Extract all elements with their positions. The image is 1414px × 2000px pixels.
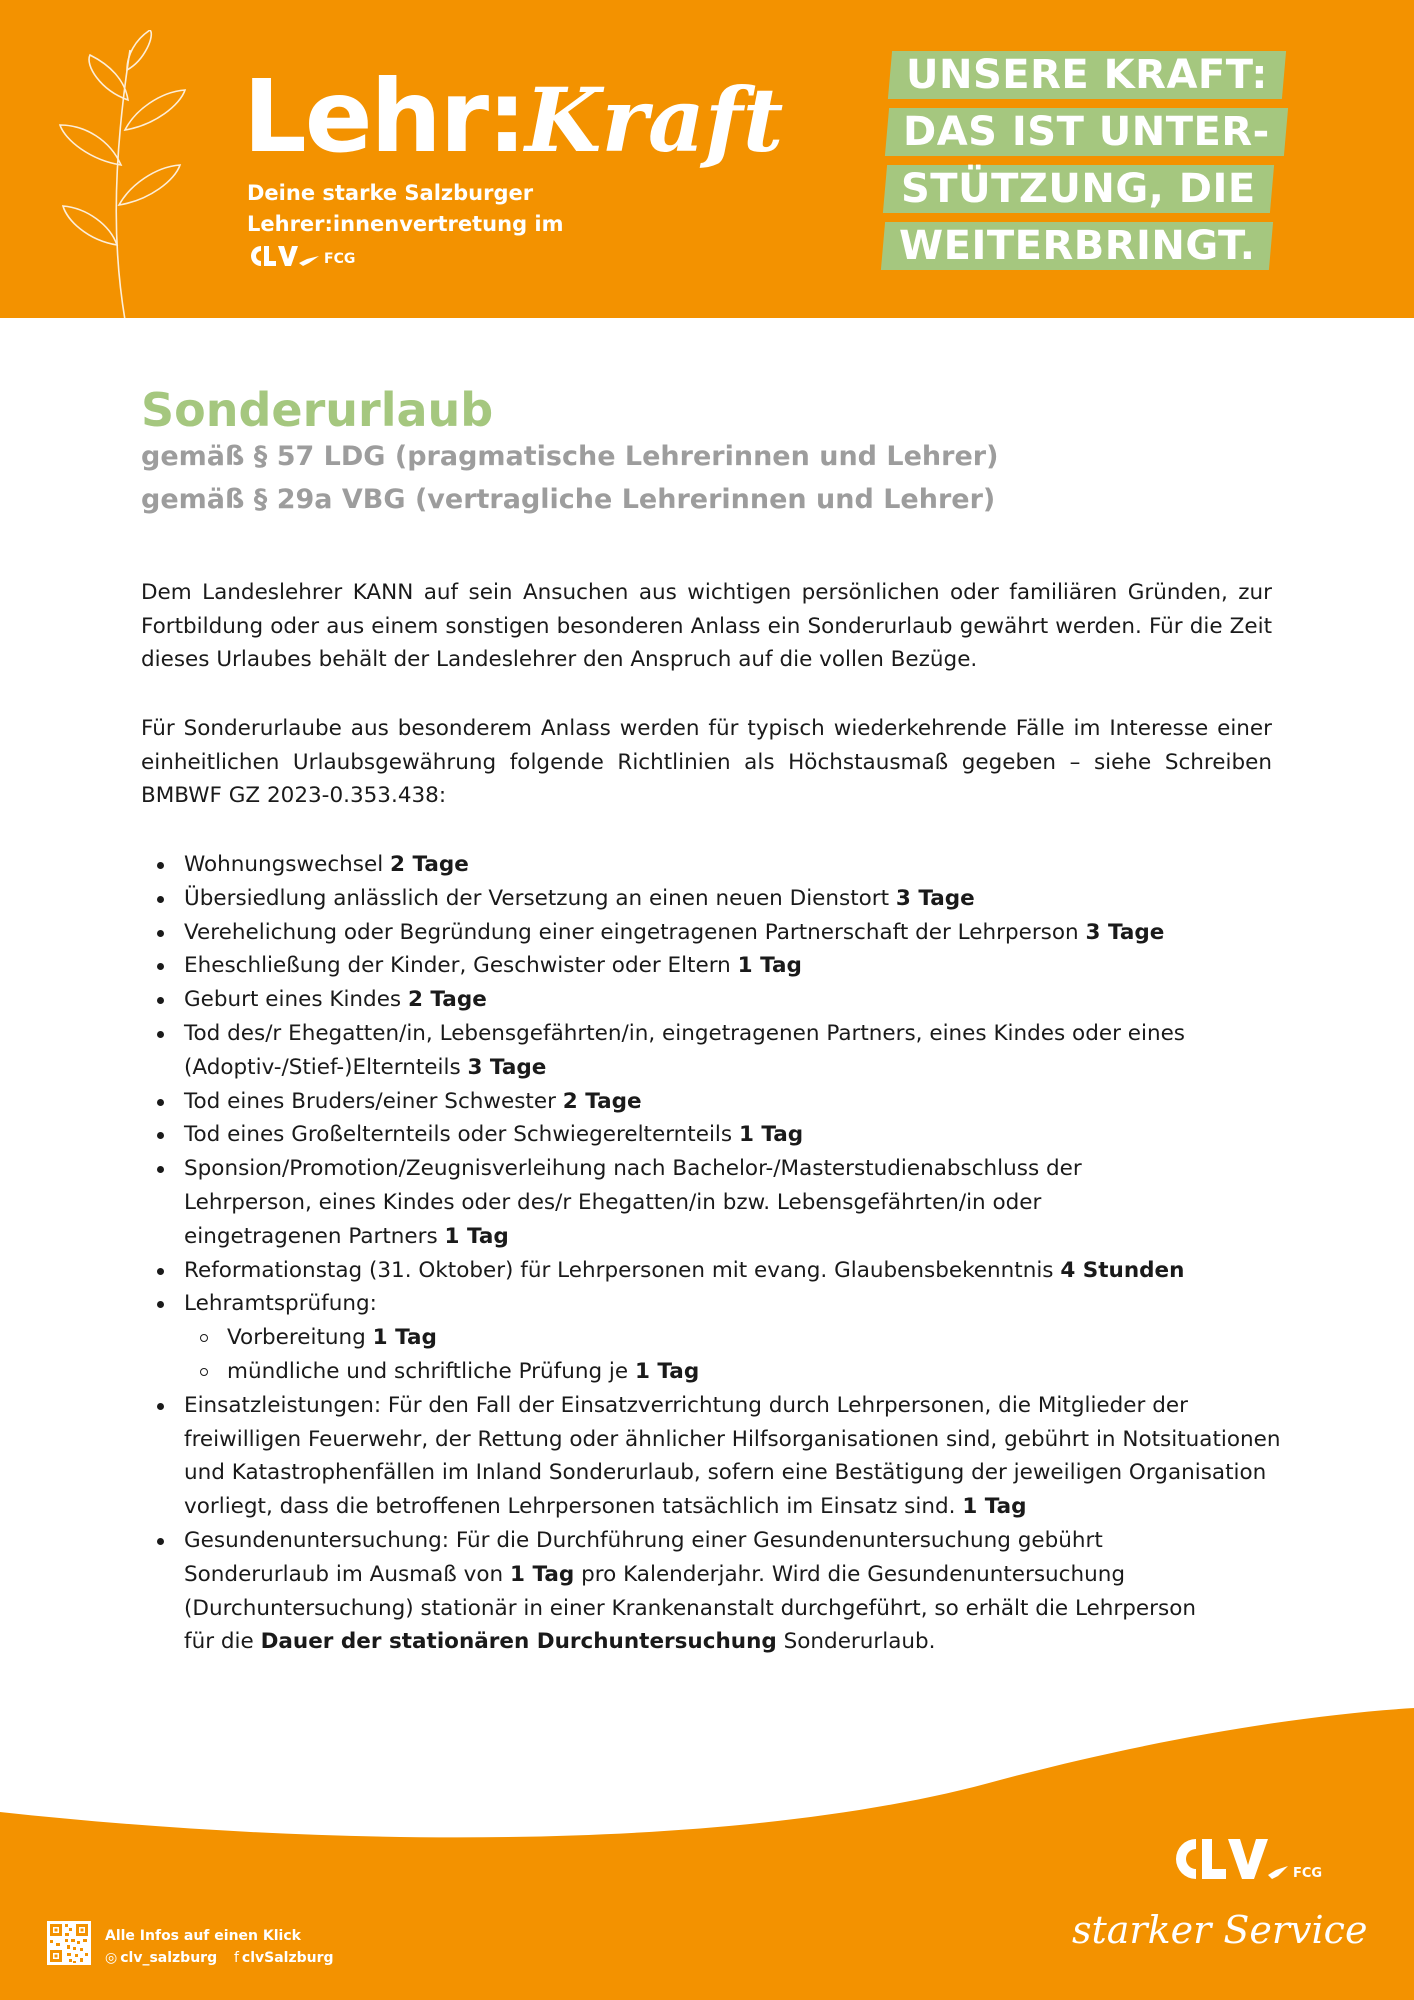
page-title: Sonderurlaub — [141, 383, 494, 437]
footer-info — [105, 1925, 346, 1969]
list-item: Tod eines Großelternteils oder Schwiegerelternteils 1 Tag — [141, 1118, 1281, 1152]
svg-text:FCG: FCG — [1293, 1866, 1323, 1881]
list-item: Reformationstag (31. Oktober) für Lehrpersonen mit evang. Glaubensbekenntnis 4 Stunden — [141, 1254, 1281, 1288]
facebook-icon: f — [233, 1950, 239, 1966]
list-item: Wohnungswechsel 2 Tage — [141, 848, 1281, 882]
qr-code-icon[interactable] — [47, 1921, 91, 1965]
tagline — [247, 178, 564, 240]
header-banner — [0, 0, 1414, 318]
guideline-paragraph: Für Sonderurlaube aus besonderem Anlass werden für typisch wiederkehrende Fälle im Interesse einer einheitlichen Urlaubsgewährung folgende Richtlinien als Höchstausmaß gegeben – siehe Schreiben BMBWF GZ 2023-0.353.438: — [141, 716, 1272, 809]
slogan-line-1: UNSERE KRAFT: — [888, 51, 1286, 99]
list-item: Geburt eines Kindes 2 Tage — [141, 983, 1281, 1017]
subtitle-vbg: gemäß § 29a VBG (vertragliche Lehrerinnen und Lehrer) — [141, 484, 996, 515]
list-item: Tod des/r Ehegatten/in, Lebensgefährten/in, eingetragenen Partners, eines Kindes oder eines (Adoptiv-/Stief-)Elternteils 3 Tage — [141, 1017, 1281, 1085]
clv-fcg-logo-small — [247, 244, 387, 268]
intro-paragraph: Dem Landeslehrer KANN auf sein Ansuchen aus wichtigen persönlichen oder familiären Gründen, zur Fortbildung oder aus einem sonstigen besonderen Anlass ein Sonderurlaub gewährt werden. Für die Zeit dieses Urlaubes behält der Landeslehrer den Anspruch auf die vollen Bezüge. — [141, 580, 1272, 673]
instagram-link[interactable]: ◎ clv_salzburg — [105, 1950, 218, 1966]
special-leave-list — [141, 848, 1281, 1659]
brand-logo-part2: Kraft — [525, 68, 784, 172]
clv-fcg-logo — [1170, 1835, 1340, 1883]
footer-slogan: starker Service — [1072, 1908, 1368, 1952]
footer-info-title: Alle Infos auf einen Klick — [105, 1928, 301, 1944]
list-item-health: Gesundenuntersuchung: Für die Durchführung einer Gesundenuntersuchung gebührt Sonderurlaub im Ausmaß von 1 Tag pro Kalenderjahr. Wird die Gesundenuntersuchung (Durchuntersuchung) stationär in einer Krankenanstalt durchgeführt, so erhält die Lehrperson für die Dauer der stationären Durchuntersuchung Sonderurlaub. — [141, 1524, 1281, 1659]
instagram-icon: ◎ — [105, 1950, 118, 1966]
slogan-line-4: WEITERBRINGT. — [881, 222, 1274, 270]
sublist-item: Vorbereitung 1 Tag — [184, 1321, 1281, 1355]
leaf-branch-icon — [55, 30, 205, 320]
sublist-item: mündliche und schriftliche Prüfung je 1 Tag — [184, 1355, 1281, 1389]
subtitle-ldg: gemäß § 57 LDG (pragmatische Lehrerinnen und Lehrer) — [141, 441, 999, 472]
brand-logo — [243, 58, 783, 175]
exam-sublist — [184, 1321, 1281, 1389]
list-item: Tod eines Bruders/einer Schwester 2 Tage — [141, 1085, 1281, 1119]
tagline-line-1: Deine starke Salzburger — [247, 181, 534, 205]
list-item: Eheschließung der Kinder, Geschwister oder Eltern 1 Tag — [141, 949, 1281, 983]
list-item: Verehelichung oder Begründung einer eingetragenen Partnerschaft der Lehrperson 3 Tage — [141, 916, 1281, 950]
brand-logo-part1: Lehr: — [243, 58, 526, 175]
svg-text:FCG: FCG — [324, 251, 356, 267]
list-item: Übersiedlung anlässlich der Versetzung an einen neuen Dienstort 3 Tage — [141, 882, 1281, 916]
slogan-line-2: DAS IST UNTER- — [885, 108, 1288, 156]
list-item-emergency: Einsatzleistungen: Für den Fall der Einsatzverrichtung durch Lehrpersonen, die Mitglieder der freiwilligen Feuerwehr, der Rettung oder ähnlicher Hilfsorganisationen sind, gebührt in Notsituationen und Katastrophenfällen im Inland Sonderurlaub, sofern eine Bestätigung der jeweiligen Organisation vorliegt, dass die betroffenen Lehrpersonen tatsächlich im Einsatz sind. 1 Tag — [141, 1389, 1281, 1524]
slogan-line-3: STÜTZUNG, DIE — [883, 165, 1274, 213]
facebook-link[interactable]: f clvSalzburg — [233, 1950, 334, 1966]
list-item: Sponsion/Promotion/Zeugnisverleihung nach Bachelor-/Masterstudienabschluss der Lehrperson, eines Kindes oder des/r Ehegatten/in bzw. Lebensgefährten/in oder eingetragenen Partners 1 Tag — [141, 1152, 1281, 1253]
list-item-exam: Lehramtsprüfung: Vorbereitung 1 Tag mündliche und schriftliche Prüfung je 1 Tag — [141, 1287, 1281, 1388]
tagline-line-2: Lehrer:innenvertretung im — [247, 212, 564, 236]
